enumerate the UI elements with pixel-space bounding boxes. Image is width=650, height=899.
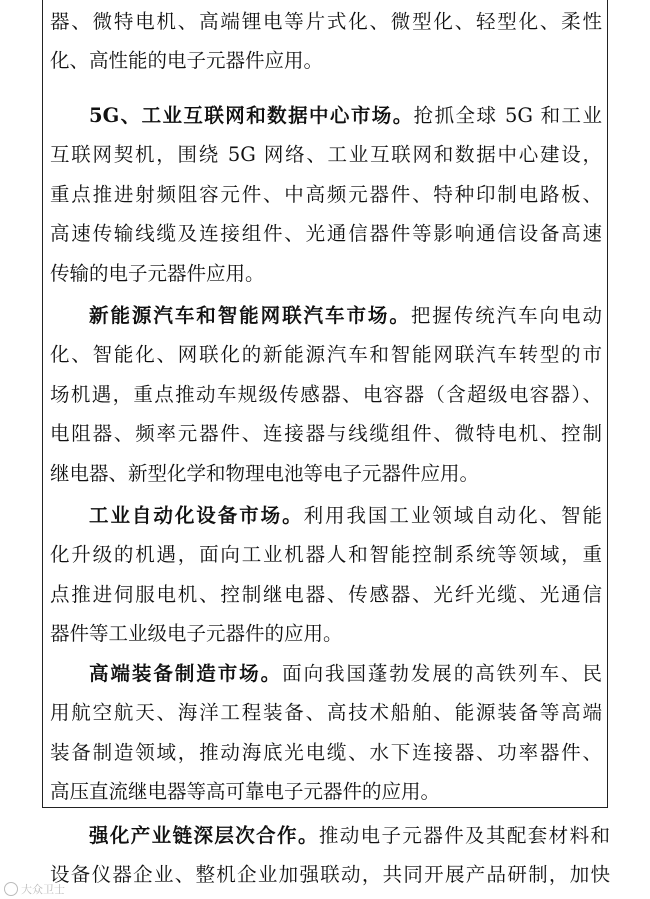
text-line: 装备制造领域，推动海底光电缆、水下连接器、功率器件、 bbox=[50, 740, 602, 764]
text-line bbox=[50, 654, 602, 693]
paragraph-nev-market bbox=[50, 296, 602, 493]
paragraph-5g-market bbox=[50, 96, 602, 293]
section-heading: 工业自动化设备市场。 bbox=[89, 504, 304, 527]
paragraph-automation-market bbox=[50, 496, 602, 654]
text-line: 继电器、新型化学和物理电池等电子元器件应用。 bbox=[50, 461, 480, 485]
text-line: 传输的电子元器件应用。 bbox=[50, 261, 265, 285]
text-line: 设备仪器企业、整机企业加强联动，共同开展产品研制，加快 bbox=[50, 863, 610, 887]
section-heading: 5G、工业互联网和数据中心市场。 bbox=[89, 104, 414, 127]
text-line: 电阻器、频率元器件、连接器与线缆组件、微特电机、控制 bbox=[50, 422, 602, 446]
section-heading: 高端装备制造市场。 bbox=[89, 662, 283, 685]
watermark-logo-icon bbox=[4, 882, 18, 896]
text-line: 用航空航天、海洋工程装备、高技术船舶、能源装备等高端 bbox=[50, 701, 602, 725]
text-line: 场机遇，重点推动车规级传感器、电容器（含超级电容器）、 bbox=[50, 382, 602, 406]
text-line bbox=[50, 816, 610, 855]
text-line bbox=[50, 496, 602, 535]
text-line: 高压直流继电器等高可靠电子元器件的应用。 bbox=[50, 780, 441, 804]
text-line bbox=[50, 96, 602, 135]
text-fragment: 面向我国蓬勃发展的高铁列车、民 bbox=[282, 662, 602, 685]
paragraph-industry-chain-cooperation bbox=[50, 816, 610, 895]
watermark bbox=[4, 881, 65, 897]
text-line: 点推进伺服电机、控制继电器、传感器、光纤光缆、光通信 bbox=[50, 582, 602, 606]
section-heading: 强化产业链深层次合作。 bbox=[89, 824, 319, 847]
text-fragment: 把握传统汽车向电动 bbox=[410, 304, 602, 327]
text-fragment: 利用我国工业领域自动化、智能 bbox=[303, 504, 602, 527]
text-line: 化升级的机遇，面向工业机器人和智能控制系统等领域，重 bbox=[50, 543, 602, 567]
text-line: 器、微特电机、高端锂电等片式化、微型化、轻型化、柔性 bbox=[50, 10, 602, 33]
text-line: 化、高性能的电子元器件应用。 bbox=[50, 49, 324, 73]
text-line: 高速传输线缆及连接组件、光通信器件等影响通信设备高速 bbox=[50, 222, 602, 246]
text-fragment: 抓全球 5G 和工业 bbox=[434, 104, 602, 127]
text-line: 重点推进射频阻容元件、中高频元器件、特种印制电路板、 bbox=[50, 182, 602, 206]
text-fragment: 抢 bbox=[413, 104, 435, 127]
paragraph-intro-continuation bbox=[50, 2, 602, 81]
text-line: 化、智能化、网联化的新能源汽车和智能网联汽车转型的市 bbox=[50, 343, 602, 367]
text-line bbox=[50, 296, 602, 335]
paragraph-high-end-equipment-market bbox=[50, 654, 602, 812]
text-fragment: 推动电子元器件及其配套材料和 bbox=[318, 824, 610, 847]
watermark-text: 大众卫士 bbox=[21, 883, 65, 896]
section-heading: 新能源汽车和智能网联汽车市场。 bbox=[89, 304, 411, 327]
text-line: 器件等工业级电子元器件的应用。 bbox=[50, 622, 343, 646]
text-line: 互联网契机，围绕 5G 网络、工业互联网和数据中心建设， bbox=[50, 143, 602, 167]
